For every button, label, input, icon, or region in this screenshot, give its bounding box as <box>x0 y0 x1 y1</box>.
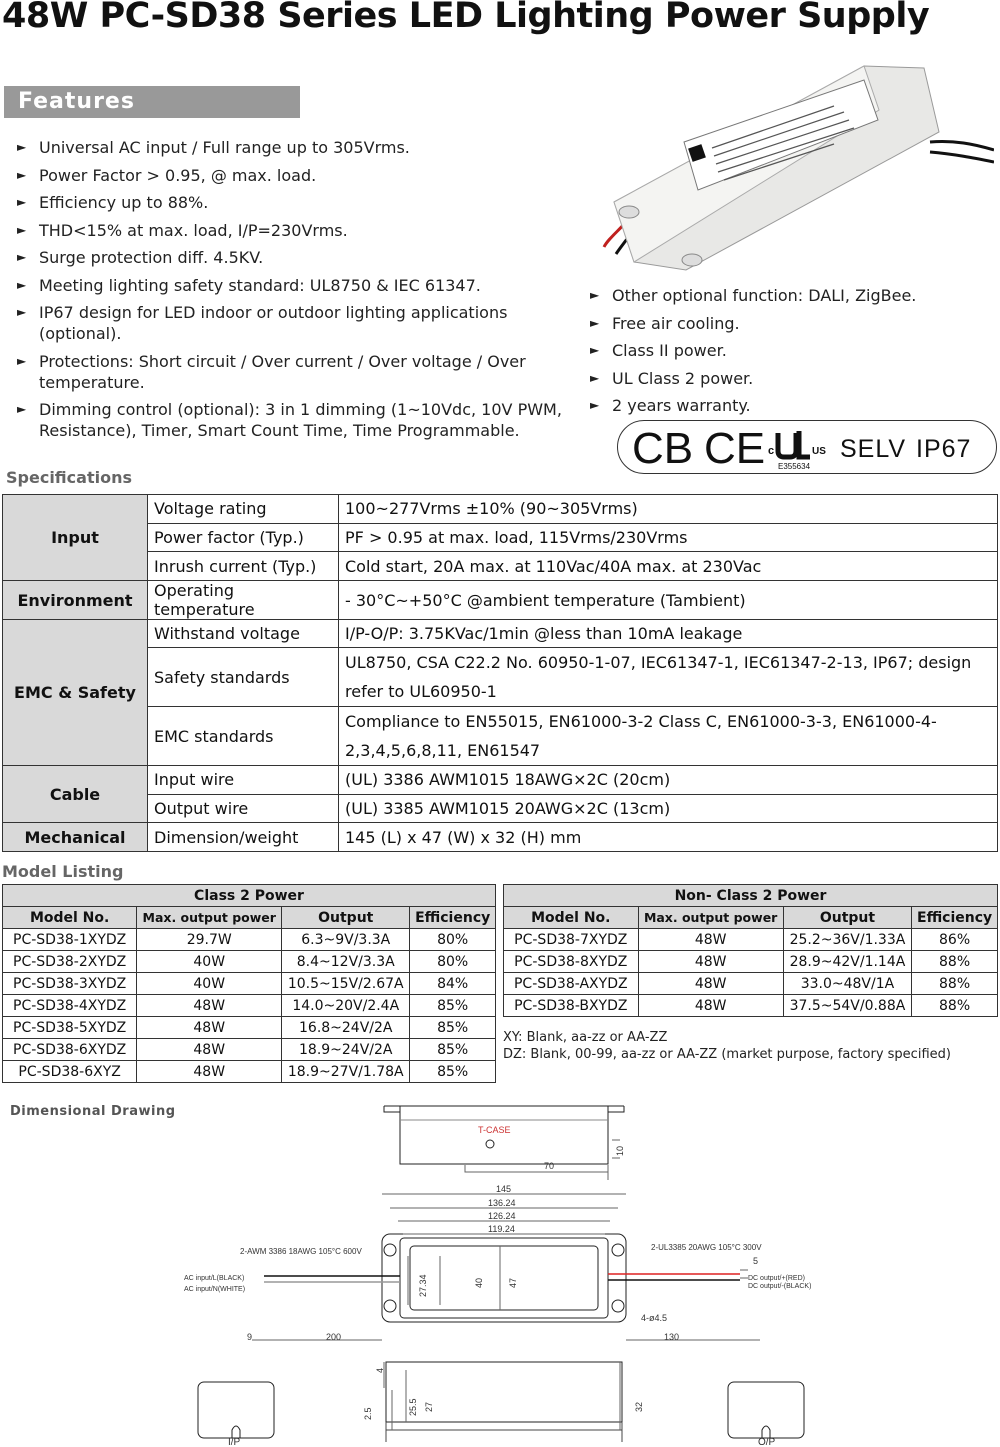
bullet-icon: ► <box>17 305 27 319</box>
bullet-icon: ► <box>17 402 27 416</box>
spec-row <box>3 552 998 581</box>
note-dz: DZ: Blank, 00-99, aa-zz or AA-ZZ (market purpose, factory specified) <box>503 1047 951 1062</box>
spec-row <box>3 766 998 795</box>
feature-text: Other optional function: DALI, ZigBee. <box>612 286 917 305</box>
spec-group-label: Environment <box>3 581 148 620</box>
spec-group-label: Mechanical <box>3 823 148 852</box>
model-row <box>504 995 998 1017</box>
features-list-right <box>590 285 990 423</box>
spec-item: Inrush current (Typ.) <box>148 552 339 581</box>
dc-output-plus: DC output/+(RED) <box>748 1275 805 1282</box>
model-cell: 88% <box>912 951 998 973</box>
spec-row <box>3 823 998 852</box>
spec-value: Compliance to EN55015, EN61000-3-2 Class C, EN61000-3-3, EN61000-4-2,3,4,5,6,8,11, EN61547 <box>339 707 998 766</box>
note-xy: XY: Blank, aa-zz or AA-ZZ <box>503 1030 668 1045</box>
spec-value: UL8750, CSA C22.2 No. 60950-1-07, IEC61347-1, IEC61347-2-13, IP67; design refer to UL60950-1 <box>339 648 998 707</box>
spec-item: Safety standards <box>148 648 339 707</box>
spec-row <box>3 648 998 707</box>
model-listing-heading: Model Listing <box>2 862 124 881</box>
bullet-icon: ► <box>590 343 600 357</box>
ce-mark: CE <box>704 424 766 473</box>
bullet-icon: ► <box>17 353 27 368</box>
model-column-header: Output <box>783 907 911 929</box>
spec-item: Operating temperature <box>148 581 339 620</box>
model-cell: 16.8~24V/2A <box>282 1017 410 1039</box>
ip-end-label: I/P <box>228 1437 241 1447</box>
dim-27-34: 27.34 <box>418 1274 428 1297</box>
feature-text: 2 years warranty. <box>612 396 751 415</box>
model-cell: PC-SD38-6XYZ <box>3 1061 137 1083</box>
certification-logos <box>618 421 995 473</box>
dimensional-drawing <box>0 1100 1000 1447</box>
feature-text: Efficiency up to 88%. <box>39 193 209 212</box>
model-row <box>504 951 998 973</box>
dim-145: 145 <box>496 1184 512 1194</box>
spec-row <box>3 620 998 648</box>
model-cell: 48W <box>638 951 783 973</box>
feature-text: IP67 design for LED indoor or outdoor lighting applications (optional). <box>39 303 508 343</box>
bullet-icon: ► <box>590 315 600 330</box>
model-cell: 85% <box>410 1017 496 1039</box>
feature-text: Free air cooling. <box>612 313 740 333</box>
model-cell: 6.3~9V/3.3A <box>282 929 410 951</box>
feature-text: Protections: Short circuit / Over current / Over voltage / Over temperature. <box>39 351 526 392</box>
model-row <box>504 929 998 951</box>
dimensional-drawing-heading: Dimensional Drawing <box>10 1104 176 1119</box>
spec-value: (UL) 3386 AWM1015 18AWG×2C (20cm) <box>339 766 998 795</box>
specifications-table <box>2 494 998 852</box>
model-cell: 85% <box>410 995 496 1017</box>
model-cell: 40W <box>137 951 282 973</box>
model-cell: 88% <box>912 973 998 995</box>
dim-126: 126.24 <box>488 1211 516 1221</box>
feature-item <box>590 285 990 306</box>
model-cell: PC-SD38-AXYDZ <box>504 973 639 995</box>
feature-text: Dimming control (optional): 3 in 1 dimming (1~10Vdc, 10V PWM, Resistance), Timer, Smart Count Time, Time Programmable. <box>39 400 562 440</box>
feature-item <box>590 368 990 389</box>
model-cell: PC-SD38-2XYDZ <box>3 951 137 973</box>
feature-item <box>17 137 577 158</box>
model-table-title: Non- Class 2 Power <box>504 885 998 907</box>
feature-text: Class II power. <box>612 341 727 360</box>
bullet-icon: ► <box>590 370 600 385</box>
model-row <box>3 1039 496 1061</box>
model-cell: 25.2~36V/1.33A <box>783 929 911 951</box>
model-cell: 48W <box>137 995 282 1017</box>
dim-tcase: T-CASE <box>478 1125 511 1135</box>
features-list-left <box>17 137 577 448</box>
model-cell: 88% <box>912 995 998 1017</box>
feature-item <box>17 302 577 344</box>
model-row <box>504 973 998 995</box>
model-notes <box>503 1029 951 1063</box>
nonclass2-model-table <box>503 884 998 1017</box>
cb-mark: CB <box>632 424 694 473</box>
ip67-mark: IP67 <box>916 435 972 463</box>
model-cell: PC-SD38-3XYDZ <box>3 973 137 995</box>
spec-item: Dimension/weight <box>148 823 339 852</box>
spec-row <box>3 581 998 620</box>
model-table-title: Class 2 Power <box>3 885 496 907</box>
bullet-icon: ► <box>17 195 27 209</box>
feature-text: Universal AC input / Full range up to 305Vrms. <box>39 138 410 157</box>
model-cell: 10.5~15V/2.67A <box>282 973 410 995</box>
model-cell: PC-SD38-4XYDZ <box>3 995 137 1017</box>
model-column-header: Max. output power <box>137 907 282 929</box>
certification-marks <box>617 420 997 474</box>
dim-25-5: 25.5 <box>408 1398 418 1416</box>
ul-c-mark: c <box>768 445 775 457</box>
mounting-holes: 4-ø4.5 <box>641 1313 668 1323</box>
spec-item: Output wire <box>148 794 339 823</box>
spec-item: EMC standards <box>148 707 339 766</box>
dim-130: 130 <box>664 1332 680 1342</box>
spec-row <box>3 495 998 524</box>
feature-item <box>590 313 990 334</box>
feature-item <box>17 192 577 213</box>
model-cell: PC-SD38-7XYDZ <box>504 929 639 951</box>
dim-10: 10 <box>615 1145 625 1156</box>
model-cell: 48W <box>137 1017 282 1039</box>
feature-text: UL Class 2 power. <box>612 368 754 388</box>
feature-item <box>590 395 990 416</box>
model-cell: 80% <box>410 951 496 973</box>
spec-value: (UL) 3385 AWM1015 20AWG×2C (13cm) <box>339 794 998 823</box>
model-cell: 85% <box>410 1039 496 1061</box>
dim-4: 4 <box>375 1367 385 1373</box>
model-cell: 8.4~12V/3.3A <box>282 951 410 973</box>
model-cell: 18.9~24V/2A <box>282 1039 410 1061</box>
dim-27: 27 <box>424 1401 434 1412</box>
bullet-icon: ► <box>17 222 27 237</box>
spec-value: - 30°C~+50°C @ambient temperature (Tambient) <box>339 581 998 620</box>
dim-5: 5 <box>753 1256 759 1266</box>
model-cell: 14.0~20V/2.4A <box>282 995 410 1017</box>
model-cell: 40W <box>137 973 282 995</box>
model-cell: PC-SD38-8XYDZ <box>504 951 639 973</box>
spec-value: I/P-O/P: 3.75KVac/1min @less than 10mA leakage <box>339 620 998 648</box>
bullet-icon: ► <box>590 288 600 302</box>
model-column-header: Model No. <box>504 907 639 929</box>
model-cell: 48W <box>137 1039 282 1061</box>
model-row <box>3 929 496 951</box>
ul-icon <box>778 431 810 457</box>
spec-item: Voltage rating <box>148 495 339 524</box>
model-cell: PC-SD38-1XYDZ <box>3 929 137 951</box>
features-heading: Features <box>4 86 300 118</box>
spec-item: Power factor (Typ.) <box>148 523 339 552</box>
model-row <box>3 1061 496 1083</box>
dim-119: 119.24 <box>488 1224 515 1234</box>
dim-200: 200 <box>326 1332 342 1342</box>
ac-input-n: AC input/N(WHITE) <box>184 1286 246 1293</box>
bullet-icon: ► <box>590 398 600 412</box>
dim-32: 32 <box>634 1401 644 1412</box>
bullet-icon: ► <box>17 277 27 292</box>
model-cell: 85% <box>410 1061 496 1083</box>
feature-item <box>17 399 577 441</box>
spec-row <box>3 794 998 823</box>
dc-output-minus: DC output/-(BLACK) <box>748 1283 812 1290</box>
dim-2-5: 2.5 <box>363 1407 373 1420</box>
spec-value: 100~277Vrms ±10% (90~305Vrms) <box>339 495 998 524</box>
spec-value: 145 (L) x 47 (W) x 32 (H) mm <box>339 823 998 852</box>
model-row <box>3 973 496 995</box>
model-cell: 29.7W <box>137 929 282 951</box>
feature-item <box>17 247 577 268</box>
model-cell: 86% <box>912 929 998 951</box>
op-end-label: O/P <box>758 1437 776 1447</box>
model-column-header: Output <box>282 907 410 929</box>
feature-text: Meeting lighting safety standard: UL8750 & IEC 61347. <box>39 275 481 295</box>
model-cell: PC-SD38-BXYDZ <box>504 995 639 1017</box>
model-cell: 80% <box>410 929 496 951</box>
ac-input-l: AC input/L(BLACK) <box>184 1275 245 1282</box>
dim-9: 9 <box>247 1332 253 1342</box>
spec-row <box>3 523 998 552</box>
model-cell: 48W <box>638 995 783 1017</box>
feature-text: THD<15% at max. load, I/P=230Vrms. <box>39 220 348 240</box>
bullet-icon: ► <box>17 167 27 182</box>
dim-136: 136.24 <box>488 1198 516 1208</box>
feature-item <box>17 220 577 241</box>
model-row <box>3 995 496 1017</box>
class2-model-table <box>2 884 496 1083</box>
feature-item <box>17 351 577 393</box>
model-cell: 84% <box>410 973 496 995</box>
specifications-heading: Specifications <box>6 468 132 487</box>
bullet-icon: ► <box>17 250 27 264</box>
selv-mark: SELV <box>840 435 907 463</box>
spec-row <box>3 707 998 766</box>
feature-item <box>590 340 990 361</box>
product-photo <box>594 62 994 277</box>
dim-70: 70 <box>544 1161 555 1171</box>
model-cell: 28.9~42V/1.14A <box>783 951 911 973</box>
model-cell: PC-SD38-5XYDZ <box>3 1017 137 1039</box>
spec-item: Withstand voltage <box>148 620 339 648</box>
spec-group-label: Cable <box>3 766 148 823</box>
ul-us-mark: US <box>812 446 826 457</box>
model-cell: 48W <box>137 1061 282 1083</box>
spec-value: Cold start, 20A max. at 110Vac/40A max. at 230Vac <box>339 552 998 581</box>
model-cell: 18.9~27V/1.78A <box>282 1061 410 1083</box>
feature-item <box>17 275 577 296</box>
feature-text: Power Factor > 0.95, @ max. load. <box>39 165 317 185</box>
page-title: 48W PC-SD38 Series LED Lighting Power Supply <box>2 0 930 36</box>
spec-group-label: EMC & Safety <box>3 620 148 766</box>
model-cell: 37.5~54V/0.88A <box>783 995 911 1017</box>
model-column-header: Max. output power <box>638 907 783 929</box>
spec-group-label: Input <box>3 495 148 581</box>
dim-47: 47 <box>508 1277 518 1288</box>
feature-text: Surge protection diff. 4.5KV. <box>39 248 264 267</box>
ul-file-number: E355634 <box>778 462 811 471</box>
spec-value: PF > 0.95 at max. load, 115Vrms/230Vrms <box>339 523 998 552</box>
feature-item <box>17 165 577 186</box>
dim-40: 40 <box>474 1277 484 1288</box>
model-cell: 48W <box>638 929 783 951</box>
model-row <box>3 951 496 973</box>
output-wire-label: 2-UL3385 20AWG 105°C 300V <box>651 1243 762 1252</box>
spec-item: Input wire <box>148 766 339 795</box>
input-wire-label: 2-AWM 3386 18AWG 105°C 600V <box>240 1247 362 1256</box>
model-cell: PC-SD38-6XYDZ <box>3 1039 137 1061</box>
model-cell: 48W <box>638 973 783 995</box>
model-column-header: Model No. <box>3 907 137 929</box>
model-row <box>3 1017 496 1039</box>
bullet-icon: ► <box>17 140 27 154</box>
model-cell: 33.0~48V/1A <box>783 973 911 995</box>
model-column-header: Efficiency <box>410 907 496 929</box>
model-column-header: Efficiency <box>912 907 998 929</box>
